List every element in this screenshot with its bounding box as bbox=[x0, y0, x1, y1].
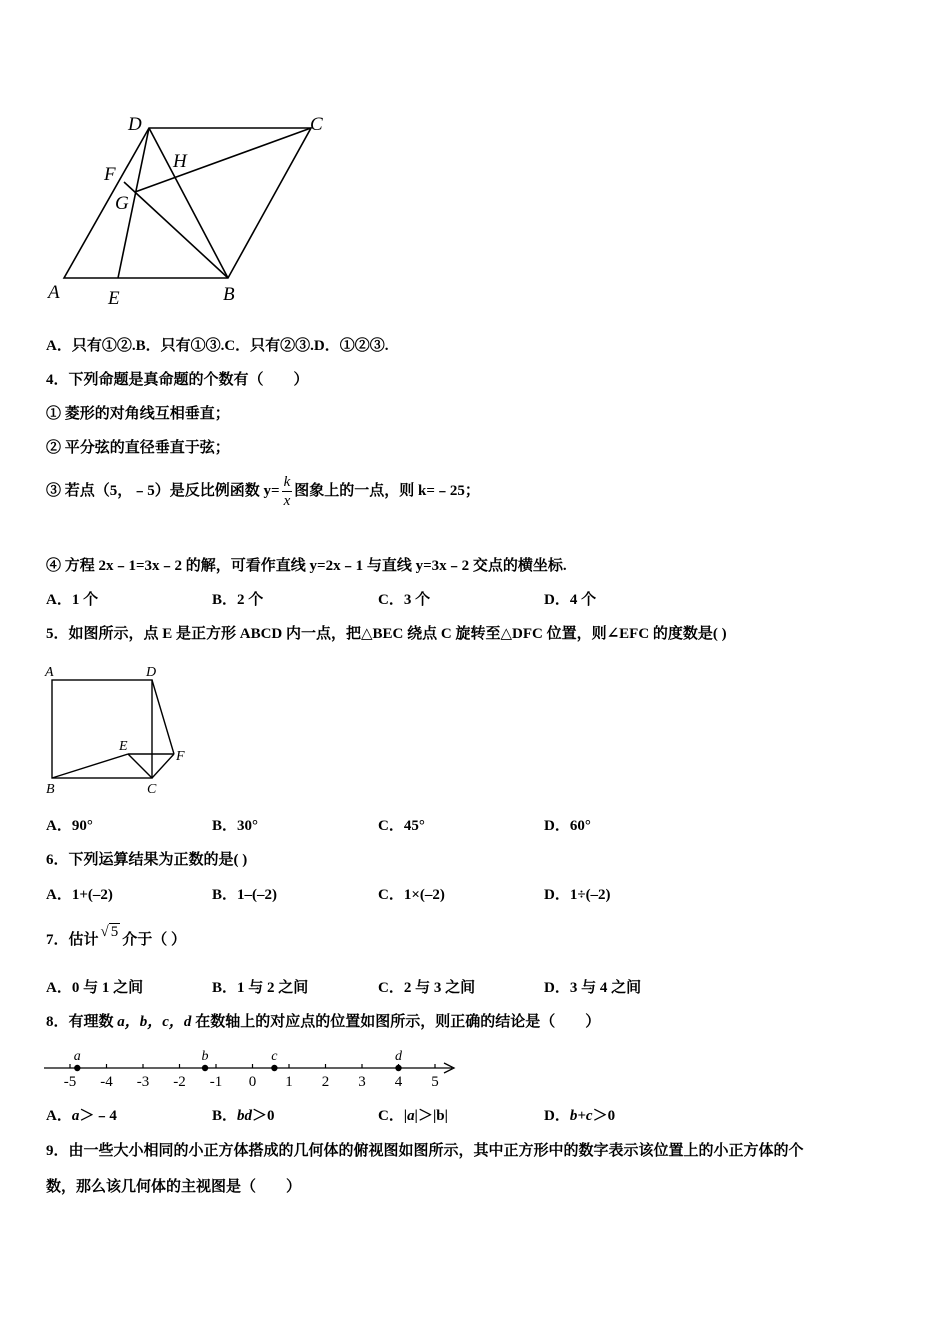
segment-fb bbox=[124, 182, 228, 278]
fraction-numerator: k bbox=[283, 474, 291, 491]
label-c: C bbox=[310, 114, 323, 135]
label-d: D bbox=[128, 114, 142, 135]
segment-db bbox=[149, 128, 228, 278]
q7-option-b[interactable]: B．1 与 2 之间 bbox=[212, 980, 309, 996]
segment-gc bbox=[135, 128, 311, 192]
fraction-denominator: x bbox=[283, 493, 291, 510]
q8-stem-suffix: 在数轴上的对应点的位置如图所示，则正确的结论是（ ） bbox=[195, 1014, 601, 1030]
label-a: A bbox=[48, 282, 60, 303]
point-label-c: c bbox=[271, 1049, 278, 1064]
q7-option-d[interactable]: D．3 与 4 之间 bbox=[544, 980, 642, 996]
label-e: E bbox=[119, 739, 128, 754]
q5-option-a[interactable]: A．90° bbox=[46, 818, 93, 834]
label-e: E bbox=[108, 288, 120, 309]
q8-option-b[interactable] bbox=[212, 1106, 275, 1126]
q7-stem-after: 介于（ ） bbox=[122, 932, 187, 948]
q7-option-a[interactable]: A．0 与 1 之间 bbox=[46, 980, 144, 996]
segment-be bbox=[52, 754, 128, 778]
q4-option-b[interactable]: B．2 个 bbox=[212, 592, 264, 608]
point-c bbox=[271, 1065, 277, 1071]
point-b bbox=[202, 1065, 208, 1071]
segment-ec bbox=[128, 754, 152, 778]
sqrt-expression: √ 5 bbox=[100, 924, 119, 940]
q7-stem-before: 7．估计 bbox=[46, 932, 99, 948]
label-d: D bbox=[146, 665, 157, 680]
option-expr: bd bbox=[237, 1108, 253, 1124]
option-prefix: C． bbox=[378, 1108, 404, 1124]
tick-label: -1 bbox=[209, 1074, 223, 1090]
q9-stem-line-2: 数，那么该几何体的主视图是（ ） bbox=[46, 1179, 302, 1195]
q5-option-c[interactable]: C．45° bbox=[378, 818, 425, 834]
q6-option-d[interactable]: D．1÷(–2) bbox=[544, 887, 611, 903]
option-prefix: D． bbox=[544, 1108, 570, 1124]
tick-label: 1 bbox=[285, 1074, 293, 1090]
option-rest: ＞|b| bbox=[417, 1108, 448, 1124]
q5-option-b[interactable]: B．30° bbox=[212, 818, 259, 834]
label-f: F bbox=[176, 749, 185, 764]
q4-option-a[interactable]: A．1 个 bbox=[46, 592, 99, 608]
point-a bbox=[74, 1065, 80, 1071]
q8-option-a[interactable] bbox=[46, 1106, 117, 1126]
q4-s3-after: 图象上的一点，则 k=﹣25； bbox=[294, 483, 480, 499]
point-label-a: a bbox=[73, 1049, 81, 1064]
q7-option-c[interactable]: C．2 与 3 之间 bbox=[378, 980, 476, 996]
label-b: B bbox=[223, 284, 235, 305]
q6-option-a[interactable]: A．1+(–2) bbox=[46, 887, 113, 903]
tick-label: -2 bbox=[173, 1074, 186, 1090]
q4-option-c[interactable]: C．3 个 bbox=[378, 592, 431, 608]
q8-option-c[interactable] bbox=[378, 1106, 448, 1126]
point-label-d: d bbox=[395, 1049, 402, 1064]
q4-statement-1: ① 菱形的对角线互相垂直； bbox=[46, 406, 230, 422]
segment-fc bbox=[152, 754, 174, 778]
tick-label: 5 bbox=[431, 1074, 439, 1090]
point-d bbox=[395, 1065, 401, 1071]
fraction-k-over-x bbox=[282, 473, 293, 510]
label-c: C bbox=[147, 782, 157, 797]
tick-label: -3 bbox=[136, 1074, 150, 1090]
option-expr: |a| bbox=[403, 1108, 418, 1124]
q9-stem-line-1: 9．由一些大小相同的小正方体搭成的几何体的俯视图如图所示，其中正方形中的数字表示该位置上的小正方体的个 bbox=[46, 1143, 804, 1159]
q4-s3-before: ③ 若点（5，﹣5）是反比例函数 y= bbox=[46, 483, 280, 499]
option-prefix: A． bbox=[46, 1108, 72, 1124]
tick-label: 0 bbox=[248, 1074, 257, 1090]
label-g: G bbox=[115, 193, 129, 214]
point-label-b: b bbox=[201, 1049, 209, 1064]
q4-option-d[interactable]: D．4 个 bbox=[544, 592, 597, 608]
q6-stem: 6．下列运算结果为正数的是( ) bbox=[46, 852, 248, 868]
label-h: H bbox=[173, 151, 187, 172]
q5-option-d[interactable]: D．60° bbox=[544, 818, 591, 834]
q7-stem bbox=[46, 924, 187, 950]
q8-stem-prefix: 8．有理数 bbox=[46, 1014, 114, 1030]
tick-label: 4 bbox=[394, 1074, 403, 1090]
sqrt-radicand: 5 bbox=[110, 924, 119, 940]
option-rest: ＞0 bbox=[252, 1108, 275, 1124]
q8-stem bbox=[46, 1012, 600, 1032]
q5-stem: 5．如图所示，点 E 是正方形 ABCD 内一点，把△BEC 绕点 C 旋转至△DFC 位置，则∠EFC 的度数是( ) bbox=[46, 626, 727, 642]
tick-label: -5 bbox=[63, 1074, 77, 1090]
parallelogram-figure bbox=[40, 108, 340, 313]
q8-stem-vars: a，b，c，d bbox=[117, 1014, 192, 1030]
q4-statement-3 bbox=[46, 472, 480, 510]
option-expr: b+c bbox=[569, 1108, 593, 1124]
tick-label: 3 bbox=[358, 1074, 366, 1090]
q8-option-d[interactable] bbox=[544, 1106, 615, 1126]
option-rest: ＞0 bbox=[592, 1108, 616, 1124]
square-rotation-figure bbox=[40, 660, 200, 800]
q3-options: A．只有①②.B．只有①③.C．只有②③.D．①②③. bbox=[46, 338, 389, 354]
segment-df bbox=[152, 680, 174, 754]
label-b: B bbox=[46, 782, 55, 797]
option-prefix: B． bbox=[212, 1108, 238, 1124]
parallelogram-abcd bbox=[64, 128, 311, 278]
q6-option-c[interactable]: C．1×(–2) bbox=[378, 887, 445, 903]
label-f: F bbox=[104, 164, 116, 185]
number-line bbox=[40, 1040, 470, 1092]
tick-label: -4 bbox=[100, 1074, 113, 1090]
tick-label: 2 bbox=[321, 1074, 330, 1090]
q4-statement-2: ② 平分弦的直径垂直于弦； bbox=[46, 440, 230, 456]
option-expr: a bbox=[71, 1108, 80, 1124]
q6-option-b[interactable]: B．1–(–2) bbox=[212, 887, 277, 903]
q4-statement-4: ④ 方程 2x﹣1=3x﹣2 的解，可看作直线 y=2x﹣1 与直线 y=3x﹣2 交点的横坐标. bbox=[46, 558, 567, 574]
q4-stem: 4．下列命题是真命题的个数有（ ） bbox=[46, 372, 309, 388]
label-a: A bbox=[45, 665, 54, 680]
option-rest: ＞﹣4 bbox=[79, 1108, 117, 1124]
